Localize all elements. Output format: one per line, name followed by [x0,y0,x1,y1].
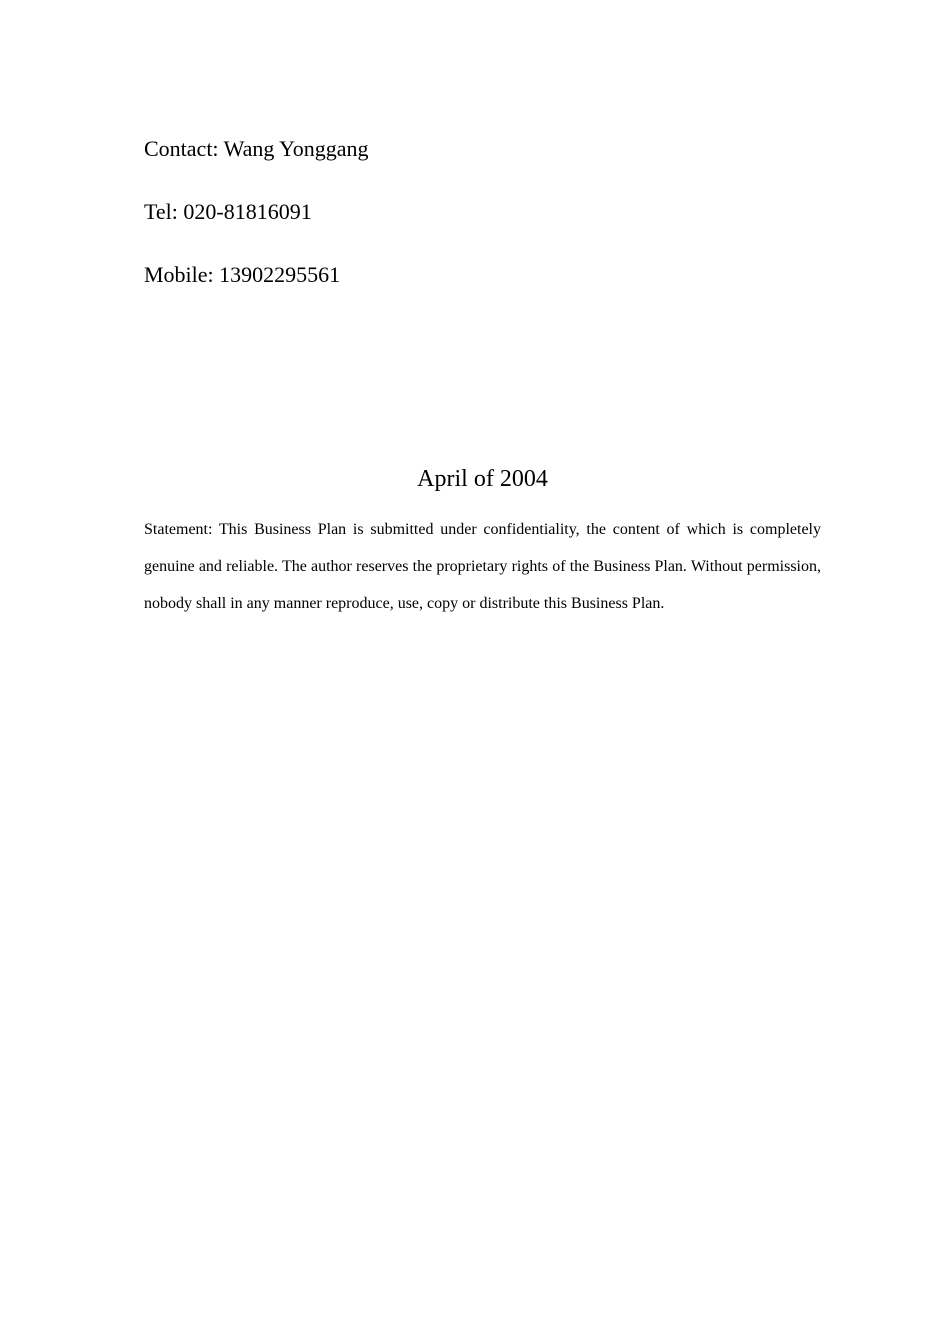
contact-tel-line: Tel: 020-81816091 [144,199,312,224]
document-date: April of 2004 [417,466,548,492]
contact-name-line: Contact: Wang Yonggang [144,136,369,161]
contact-mobile-line: Mobile: 13902295561 [144,262,341,287]
contact-block [144,134,821,323]
confidentiality-statement: Statement: This Business Plan is submitted under confidentiality, the content of which is completely genuine and reliable. The author reserves the proprietary rights of the Business Plan. Without permission, nobody shall in any manner reproduce, use, copy or distribute this Business Plan. [144,521,821,612]
